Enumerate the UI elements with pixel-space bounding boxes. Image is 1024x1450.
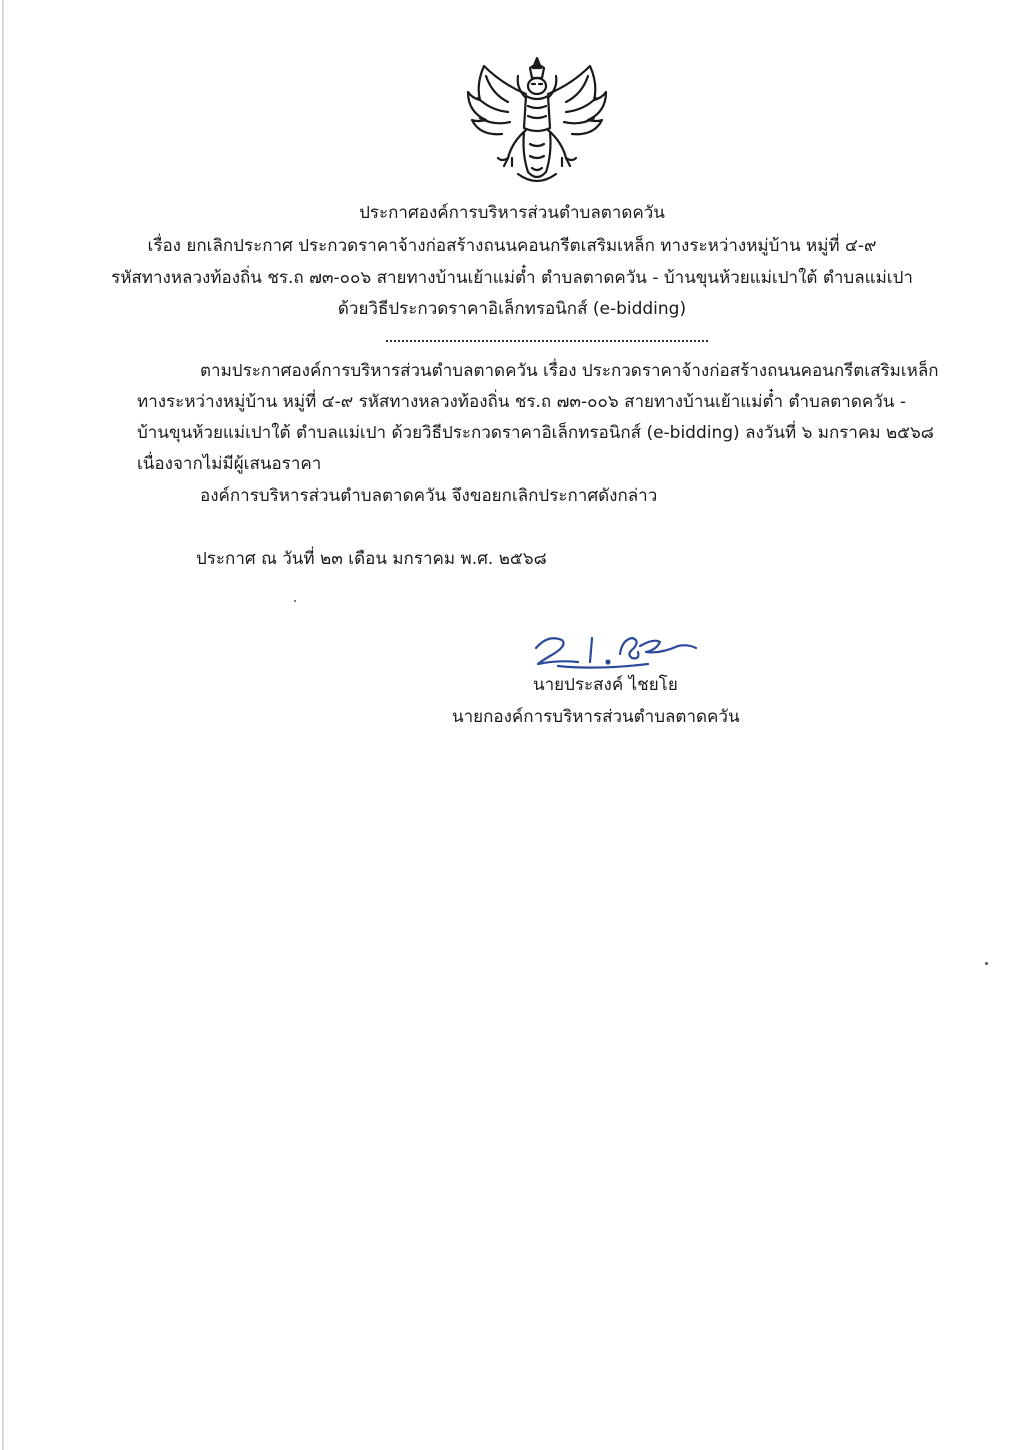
subject-line-3: ด้วยวิธีประกวดราคาอิเล็กทรอนิกส์ (e-bidding)	[337, 299, 687, 319]
announcement-date: ประกาศ ณ วันที่ ๒๓ เดือน มกราคม พ.ศ. ๒๕๖๘	[196, 549, 547, 569]
subject-line-2: รหัสทางหลวงท้องถิ่น ชร.ถ ๗๓-๐๐๖ สายทางบ้านเย้าแม่ต๋ำ ตำบลตาดควัน - บ้านขุนห้วยแม่เปาใต้ ตำบลแม่เปา	[111, 268, 913, 288]
scan-speck	[985, 962, 988, 965]
signatory-position: นายกองค์การบริหารส่วนตำบลตาดควัน	[452, 707, 740, 727]
body-paragraph-1-line-1: ตามประกาศองค์การบริหารส่วนตำบลตาดควัน เรื่อง ประกวดราคาจ้างก่อสร้างถนนคอนกรีตเสริมเหล็ก	[200, 361, 939, 381]
signatory-name: นายประสงค์ ไชยโย	[533, 675, 678, 695]
handwritten-signature	[528, 626, 708, 674]
body-paragraph-1-line-4: เนื่องจากไม่มีผู้เสนอราคา	[137, 454, 322, 474]
subject-line-1: เรื่อง ยกเลิกประกาศ ประกวดราคาจ้างก่อสร้างถนนคอนกรีตเสริมเหล็ก ทางระหว่างหมู่บ้าน หมู่ที่ ๔-๙	[147, 236, 877, 256]
scan-speck	[294, 600, 296, 602]
body-paragraph-1-line-3: บ้านขุนห้วยแม่เปาใต้ ตำบลแม่เปา ด้วยวิธีประกวดราคาอิเล็กทรอนิกส์ (e-bidding) ลงวันที่ ๖ มกราคม ๒๕๖๘	[137, 423, 934, 443]
body-paragraph-2: องค์การบริหารส่วนตำบลตาดควัน จึงขอยกเลิกประกาศดังกล่าว	[200, 486, 658, 506]
announcement-title: ประกาศองค์การบริหารส่วนตำบลตาดควัน	[359, 203, 665, 223]
header-divider	[386, 340, 708, 342]
body-paragraph-1-line-2: ทางระหว่างหมู่บ้าน หมู่ที่ ๔-๙ รหัสทางหลวงท้องถิ่น ชร.ถ ๗๓-๐๐๖ สายทางบ้านเย้าแม่ต๋ำ ตำบลตาดควัน -	[137, 392, 906, 412]
garuda-emblem-icon	[462, 54, 612, 190]
